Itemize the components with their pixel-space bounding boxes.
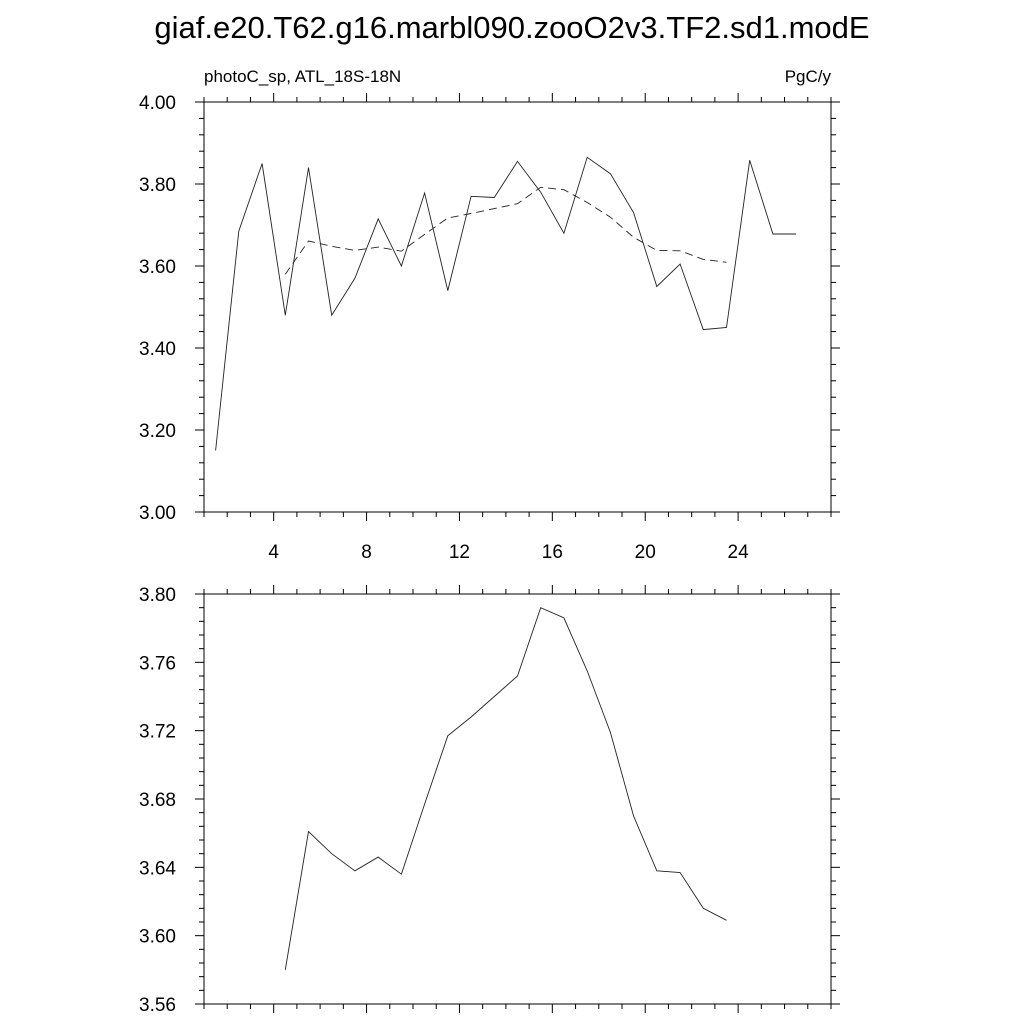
- bottom-y-tick-label: 3.56: [139, 995, 176, 1016]
- top-y-tick-label: 3.40: [139, 339, 176, 360]
- bottom-y-tick-label: 3.68: [139, 790, 176, 811]
- figure-title: giaf.e20.T62.g16.marbl090.zooO2v3.TF2.sd1.modE: [154, 10, 870, 45]
- top-chart-panel: [139, 67, 840, 563]
- bottom-chart-panel: [139, 585, 840, 1016]
- bottom-y-tick-label: 3.80: [139, 585, 176, 606]
- top-x-tick-label: 12: [448, 542, 471, 563]
- bottom-y-tick-label: 3.76: [139, 653, 176, 675]
- bottom-axis-ticks: [139, 585, 840, 1016]
- bottom-y-tick-label: 3.64: [139, 858, 176, 880]
- top-y-tick-label: 3.20: [139, 421, 176, 442]
- top-y-tick-label: 4.00: [139, 93, 176, 114]
- top-chart-unit-label: PgC/y: [784, 67, 831, 86]
- top-y-tick-label: 3.80: [139, 175, 176, 196]
- top-y-tick-label: 3.00: [139, 503, 176, 524]
- bottom-series-lines: [285, 608, 726, 970]
- top-x-tick-label: 24: [727, 542, 749, 563]
- top-x-tick-label: 20: [634, 542, 656, 563]
- top-series-lines: [216, 157, 797, 450]
- bottom-plot-frame: [204, 594, 831, 1004]
- top-series-line-dashed-1: [285, 187, 726, 274]
- top-axis-ticks: [139, 93, 840, 563]
- bottom-y-tick-label: 3.72: [139, 721, 176, 743]
- top-x-tick-label: 4: [268, 542, 279, 563]
- bottom-y-tick-label: 3.60: [139, 926, 176, 948]
- top-x-tick-label: 8: [361, 542, 372, 563]
- top-series-line-solid-0: [216, 157, 797, 450]
- top-plot-frame: [204, 102, 831, 512]
- top-y-tick-label: 3.60: [139, 257, 176, 278]
- bottom-series-line-solid-0: [285, 608, 726, 970]
- top-chart-variable-label: photoC_sp, ATL_18S-18N: [204, 67, 402, 86]
- top-x-tick-label: 16: [541, 542, 563, 563]
